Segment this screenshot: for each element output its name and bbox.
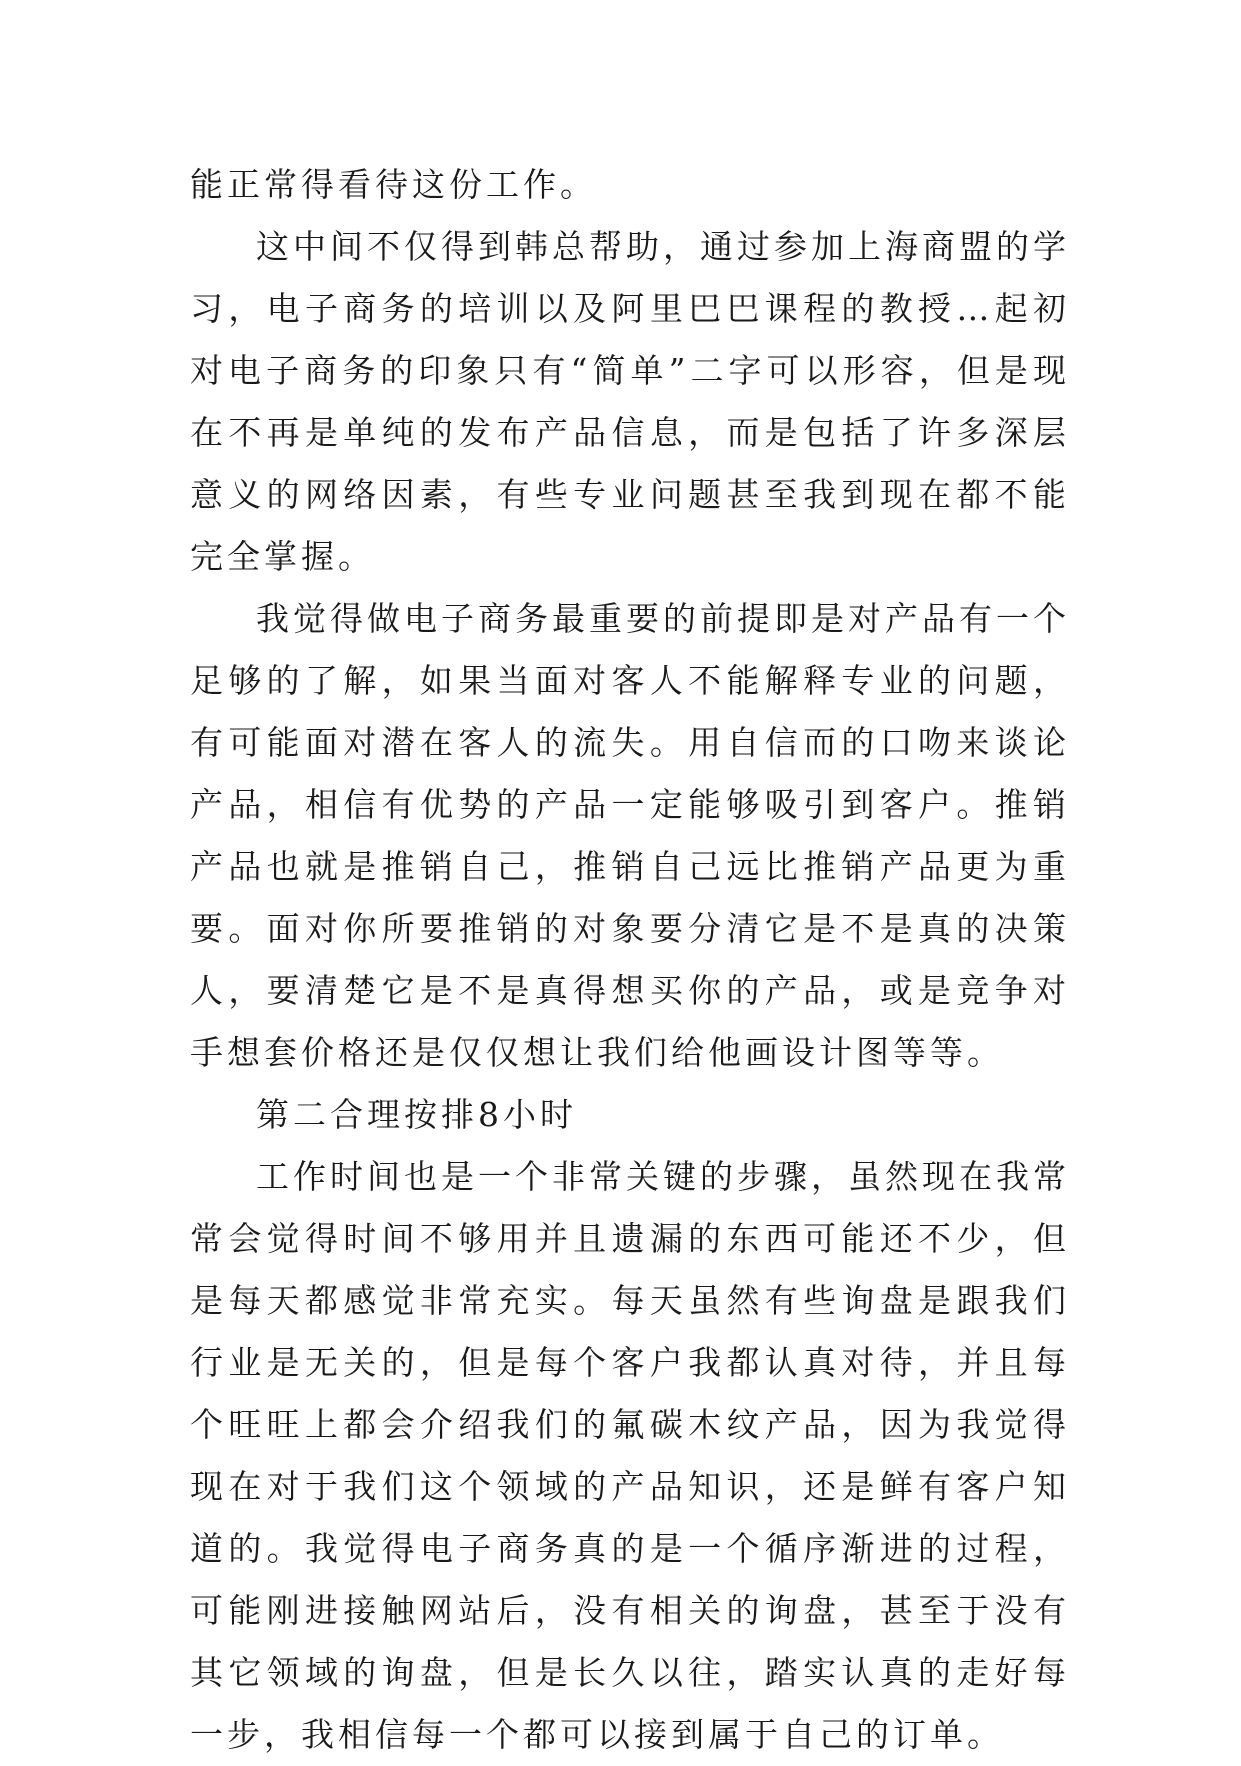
document-body: [190, 154, 1070, 1766]
paragraph-product-knowledge: 我觉得做电子商务最重要的前提即是对产品有一个足够的了解，如果当面对客人不能解释专业的问题，有可能面对潜在客人的流失。用自信而的口吻来谈论产品，相信有优势的产品一定能够吸引到客户。推销产品也就是推销自己，推销自己远比推销产品更为重要。面对你所要推销的对象要分清它是不是真的决策人，要清楚它是不是真得想买你的产品，或是竞争对手想套价格还是仅仅想让我们给他画设计图等等。: [190, 599, 1070, 1072]
section-heading: 第二合理按排8小时: [256, 1095, 577, 1134]
paragraph-work-time: 工作时间也是一个非常关键的步骤，虽然现在我常常会觉得时间不够用并且遗漏的东西可能还不少，但是每天都感觉非常充实。每天虽然有些询盘是跟我们行业是无关的，但是每个客户我都认真对待，并且每个旺旺上都会介绍我们的氟碳木纹产品，因为我觉得现在对于我们这个领域的产品知识，还是鲜有客户知道的。我觉得电子商务真的是一个循序渐进的过程，可能刚进接触网站后，没有相关的询盘，甚至于没有其它领域的询盘，但是长久以往，踏实认真的走好每一步，我相信每一个都可以接到属于自己的订单。: [190, 1157, 1070, 1754]
paragraph-continuation: 能正常得看待这份工作。: [190, 165, 597, 204]
paragraph-training: 这中间不仅得到韩总帮助，通过参加上海商盟的学习，电子商务的培训以及阿里巴巴课程的教授…起初对电子商务的印象只有“简单”二字可以形容，但是现在不再是单纯的发布产品信息，而是包括了许多深层意义的网络因素，有些专业问题甚至我到现在都不能完全掌握。: [190, 227, 1070, 576]
